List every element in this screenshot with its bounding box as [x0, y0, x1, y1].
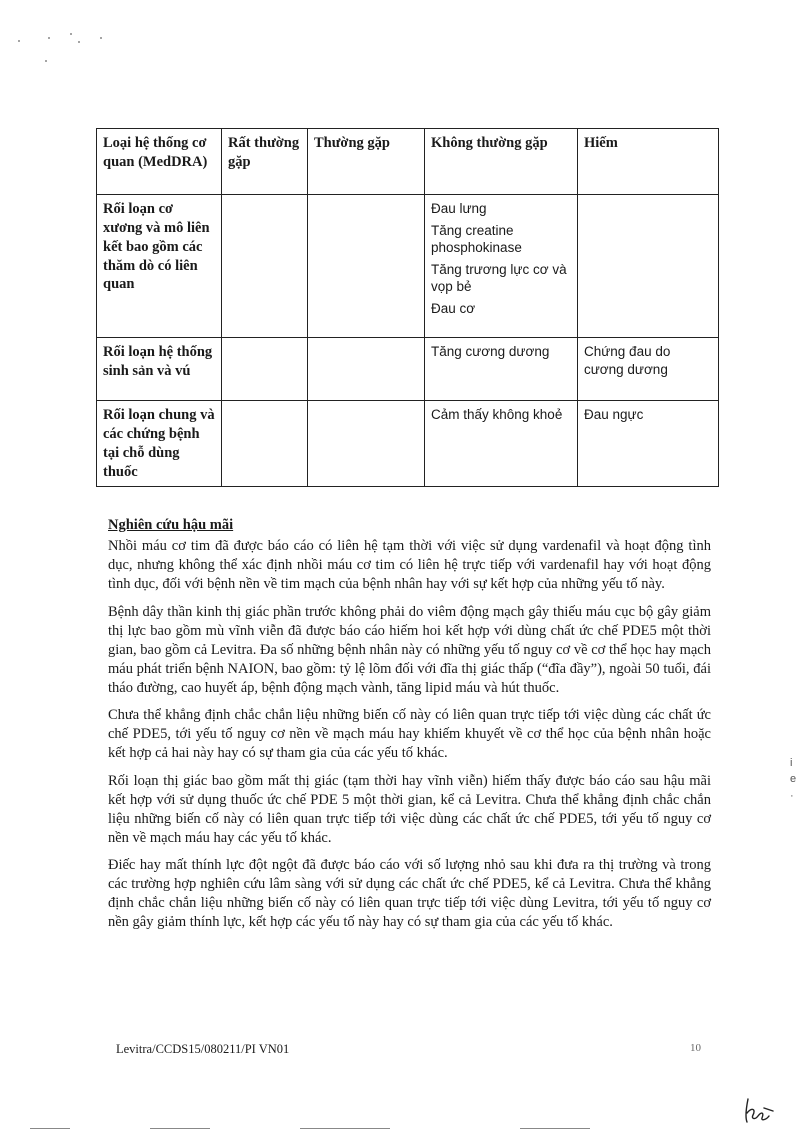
scan-speck — [100, 37, 102, 39]
section-paragraph: Chưa thể khẳng định chắc chắn liệu những biến cố này có liên quan trực tiếp tới việc dùng các chất ức chế PDE5, tới yếu tố nguy cơ nền về mạch máu hay khiếm khuyết về cơ thể học của bệnh nhân hoặc kết hợp cả hai này hay có sự tham gia của các yếu tố khác. — [108, 707, 711, 762]
rare-cell — [578, 195, 719, 338]
adverse-reactions-table — [96, 128, 719, 487]
scan-speck — [48, 37, 50, 39]
scan-edge-line — [300, 1128, 390, 1129]
header-uncommon: Không thường gặp — [425, 129, 578, 195]
scan-artifact: · — [790, 790, 794, 802]
table-row — [97, 401, 719, 487]
reaction-item: Tăng cương dương — [431, 344, 550, 359]
reaction-item: Tăng trương lực cơ và vọp bẻ — [431, 261, 567, 295]
common-cell — [308, 401, 425, 487]
table-row — [97, 195, 719, 338]
scan-speck — [45, 60, 47, 62]
header-organ-class: Loại hệ thống cơ quan (MedDRA) — [97, 129, 222, 195]
very-common-cell — [222, 338, 308, 401]
reaction-item: Đau lưng — [431, 201, 487, 216]
header-rare: Hiếm — [578, 129, 719, 195]
uncommon-cell — [425, 401, 578, 487]
section-paragraph: Rối loạn thị giác bao gồm mất thị giác (tạm thời hay vĩnh viễn) hiếm thấy được báo cáo sau hậu mãi kết hợp với sử dụng thuốc ức chế PDE 5 một thời gian, kể cả Levitra. Chưa thể khẳng định chắc chắn liệu những biến cố này có liên quan trực tiếp tới việc dùng các chất ức chế PDE5, tới yếu tố nguy cơ nền về mạch máu hay các yếu tố khác. — [108, 772, 711, 846]
reaction-item: Cảm thấy không khoẻ — [431, 407, 563, 422]
table-header-row — [97, 129, 719, 195]
organ-class-cell: Rối loạn chung và các chứng bệnh tại chỗ dùng thuốc — [97, 401, 222, 487]
very-common-cell — [222, 401, 308, 487]
scan-speck — [18, 40, 20, 42]
scan-artifact: i — [790, 757, 793, 769]
page-number: 10 — [690, 1042, 701, 1054]
uncommon-cell — [425, 195, 578, 338]
scan-speck — [78, 41, 80, 43]
scan-edge-line — [520, 1128, 590, 1129]
section-heading: Nghiên cứu hậu mãi — [108, 517, 234, 533]
table-row — [97, 338, 719, 401]
common-cell — [308, 338, 425, 401]
scan-artifact: e — [790, 773, 797, 785]
reaction-item: Tăng creatine phosphokinase — [431, 222, 522, 256]
rare-cell: Chứng đau do cương dương — [578, 338, 719, 401]
very-common-cell — [222, 195, 308, 338]
organ-class-cell: Rối loạn hệ thống sinh sản và vú — [97, 338, 222, 401]
rare-cell: Đau ngực — [578, 401, 719, 487]
scan-edge-line — [30, 1128, 70, 1129]
document-code: Levitra/CCDS15/080211/PI VN01 — [116, 1042, 290, 1056]
section-paragraph: Điếc hay mất thính lực đột ngột đã được báo cáo với số lượng nhỏ sau khi đưa ra thị trường và trong các trường hợp nghiên cứu lâm sàng với sử dụng các chất ức chế PDE5, kể cả Levitra. Chưa thể khẳng định chắc chắn liệu những biến cố này có liên quan trực tiếp tới việc dùng Levitra, tới yếu tố nguy cơ nền gây giảm thính lực, kết hợp các yếu tố này hay có sự tham gia của các yếu tố khác. — [108, 857, 711, 931]
postmarketing-section — [108, 516, 711, 941]
section-paragraph: Bệnh dây thần kinh thị giác phần trước không phải do viêm động mạch gây thiếu máu cục bộ gây giảm thị lực bao gồm mù vĩnh viễn đã được báo cáo hiếm hoi kết hợp với dùng chất ức chế PDE5 một thời gian, bao gồm cả Levitra. Đa số những bệnh nhân này có những yếu tố nguy cơ về cơ thể học hay mạch máu phát triển bệnh NAION, bao gồm: tỷ lệ lõm đối với đĩa thị giác thấp (“đĩa đầy”), ngoài 50 tuổi, đái tháo đường, cao huyết áp, bệnh động mạch vành, tăng lipid máu và hút thuốc. — [108, 603, 711, 696]
scan-edge-line — [150, 1128, 210, 1129]
header-common: Thường gặp — [308, 129, 425, 195]
header-very-common: Rất thường gặp — [222, 129, 308, 195]
common-cell — [308, 195, 425, 338]
uncommon-cell — [425, 338, 578, 401]
initials-signature — [740, 1095, 780, 1125]
organ-class-cell: Rối loạn cơ xương và mô liên kết bao gồm các thăm dò có liên quan — [97, 195, 222, 338]
section-paragraph: Nhồi máu cơ tim đã được báo cáo có liên hệ tạm thời với việc sử dụng vardenafil và hoạt động tình dục, nhưng không thể xác định nhồi máu cơ tim có liên hệ trực tiếp với vardenafil hay với hoạt động tình dục, đối với bệnh nền về tim mạch của bệnh nhân hay với sự kết hợp của những yếu tố này. — [108, 538, 711, 593]
scan-speck — [70, 33, 72, 35]
reaction-item: Đau cơ — [431, 300, 476, 316]
